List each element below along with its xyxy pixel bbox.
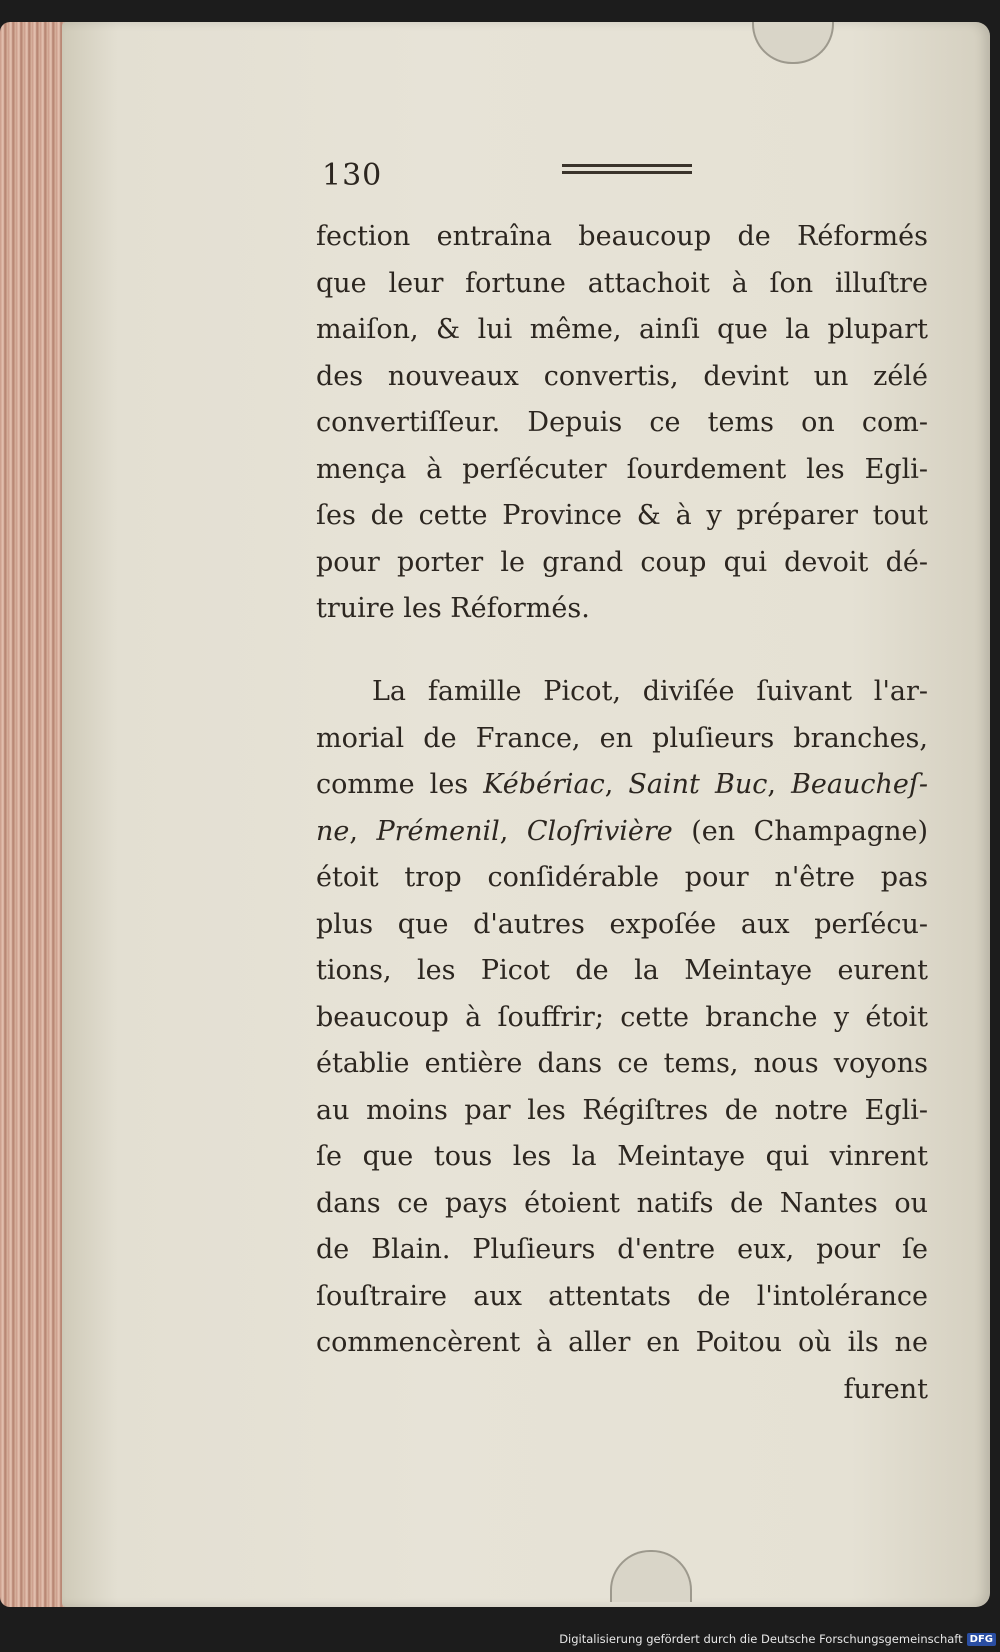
text-line: de Blain. Pluſieurs d'entre eux, pour ſe <box>316 1234 928 1265</box>
clip-notch-bottom <box>610 1550 692 1602</box>
dfg-logo-icon: DFG <box>967 1633 996 1646</box>
header-rule <box>562 164 692 174</box>
text-run: , <box>349 815 377 847</box>
text-run: , <box>499 815 527 847</box>
text-line: morial de France, en pluſieurs branches, <box>316 722 928 754</box>
text-line: ſe que tous les la Meintaye qui vinrent <box>316 1141 928 1172</box>
text-line: ſes de cette Province & à y préparer tout <box>316 500 928 531</box>
text-line: au moins par les Régiſtres de notre Egli- <box>316 1094 928 1126</box>
italic-name: Cloſrivière <box>526 815 673 847</box>
text-line <box>316 762 928 809</box>
text-line: beaucoup à ſouffrir; cette branche y étoit <box>316 1001 928 1033</box>
text-run: comme les <box>316 769 484 800</box>
italic-name: Kébériac <box>483 769 605 800</box>
text-run: (en Champagne) <box>672 815 928 847</box>
text-line: pour porter le grand coup qui devoit dé- <box>316 546 928 578</box>
text-line: truire les Réformés. <box>316 593 590 624</box>
text-line: établie entière dans ce tems, nous voyons <box>316 1048 928 1079</box>
text-line: plus que d'autres expoſée aux perſécu- <box>316 908 928 940</box>
text-line: des nouveaux convertis, devint un zélé <box>316 360 928 392</box>
italic-name: Saint Buc <box>628 769 768 800</box>
text-line: ſouſtraire aux attentats de l'intolérance <box>316 1280 928 1312</box>
text-line: étoit trop conſidérable pour n'être pas <box>316 862 928 893</box>
text-run: , <box>604 769 629 800</box>
italic-name: Beaucheſ- <box>791 769 928 800</box>
clip-notch-top <box>752 22 834 64</box>
italic-name: Prémenil <box>376 815 500 847</box>
text-run: , <box>767 769 792 800</box>
text-line: convertiſſeur. Depuis ce tems on com- <box>316 407 928 438</box>
paragraph-1 <box>316 214 928 633</box>
text-line: que leur fortune attachoit à ſon illuſtre <box>316 267 928 299</box>
text-line: dans ce pays étoient natifs de Nantes ou <box>316 1187 928 1219</box>
italic-name: ne <box>316 815 350 847</box>
text-line: mença à perſécuter ſourdement les Egli- <box>316 453 928 485</box>
page-header <box>322 158 692 198</box>
paragraph-2 <box>316 669 928 1413</box>
digitization-footer <box>559 1628 996 1650</box>
text-line: La famille Picot, diviſée ſuivant l'ar- <box>372 676 928 707</box>
text-line: fection entraîna beaucoup de Réformés <box>316 221 928 252</box>
catchword: furent <box>843 1373 928 1405</box>
text-line: maiſon, & lui même, ainſi que la plupart <box>316 314 928 345</box>
funding-notice: Digitalisierung gefördert durch die Deutsche Forschungsgemeinschaft <box>559 1632 963 1646</box>
text-line <box>316 809 928 856</box>
text-line: commencèrent à aller en Poitou où ils ne <box>316 1327 928 1358</box>
text-line: tions, les Picot de la Meintaye eurent <box>316 955 928 986</box>
page-number: 130 <box>322 158 383 193</box>
